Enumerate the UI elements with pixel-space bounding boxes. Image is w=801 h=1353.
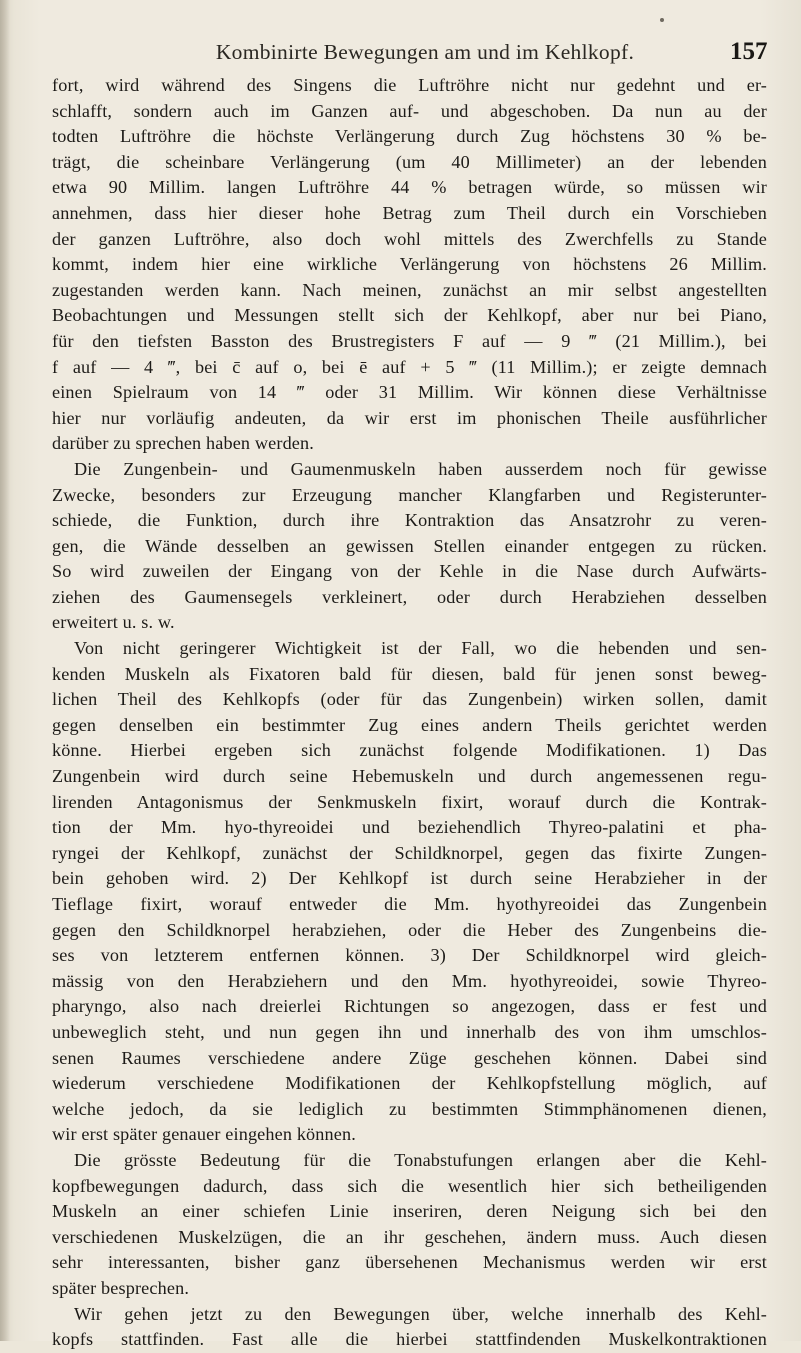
text-line: tion der Mm. hyo-thyreoidei und beziehendlich Thyreo-palatini et pha- bbox=[52, 817, 767, 838]
text-line: So wird zuweilen der Eingang von der Kehle in die Nase durch Aufwärts- bbox=[52, 561, 767, 582]
text-line: gen, die Wände desselben an gewissen Stellen einander entgegen zu rücken. bbox=[52, 535, 767, 556]
text-line: sehr interessanten, bisher ganz übersehenen Mechanismus werden wir erst bbox=[52, 1252, 767, 1273]
text-line: ziehen des Gaumensegels verkleinert, oder durch Herabziehen desselben bbox=[52, 586, 767, 607]
text-line: darüber zu sprechen haben werden. bbox=[52, 433, 314, 454]
text-line: wir erst später genauer eingehen können. bbox=[52, 1124, 356, 1145]
text-line: verschiedenen Muskelzügen, die an ihr geschehen, ändern muss. Auch diesen bbox=[52, 1226, 767, 1247]
text-line: Zwecke, besonders zur Erzeugung mancher Klangfarben und Registerunter- bbox=[52, 484, 767, 505]
text-line: schiede, die Funktion, durch ihre Kontraktion das Ansatzrohr zu veren- bbox=[52, 510, 767, 531]
text-line: kenden Muskeln als Fixatoren bald für diesen, bald für jenen sonst beweg- bbox=[52, 663, 767, 684]
body-text bbox=[52, 73, 767, 1353]
text-line: etwa 90 Millim. langen Luftröhre 44 % betragen würde, so müssen wir bbox=[52, 177, 767, 198]
text-line: welche jedoch, da sie lediglich zu bestimmten Stimmphänomenen dienen, bbox=[52, 1098, 767, 1119]
text-line: Wir gehen jetzt zu den Bewegungen über, welche innerhalb des Kehl- bbox=[74, 1303, 767, 1324]
text-line: kopfbewegungen dadurch, dass sich die wesentlich hier sich betheiligenden bbox=[52, 1175, 767, 1196]
paragraph-5 bbox=[52, 1302, 767, 1353]
text-line: trägt, die scheinbare Verlängerung (um 40 Millimeter) an der lebenden bbox=[52, 151, 767, 172]
text-line: lichen Theil des Kehlkopfs (oder für das Zungenbein) wirken sollen, damit bbox=[52, 689, 767, 710]
text-line: Von nicht geringerer Wichtigkeit ist der Fall, wo die hebenden und sen- bbox=[74, 638, 767, 659]
text-line: lirenden Antagonismus der Senkmuskeln fixirt, worauf durch die Kontrak- bbox=[52, 791, 767, 812]
text-line: kommt, indem hier eine wirkliche Verlängerung von höchstens 26 Millim. bbox=[52, 254, 767, 275]
text-line: pharyngo, also nach dreierlei Richtungen so angezogen, dass er fest und bbox=[52, 996, 767, 1017]
paragraph-2 bbox=[52, 457, 767, 636]
text-line: erweitert u. s. w. bbox=[52, 612, 175, 633]
text-line: gegen den Schildknorpel herabziehen, oder die Heber des Zungenbeins die- bbox=[52, 919, 767, 940]
binding-shadow bbox=[0, 0, 10, 1341]
text-line: später besprechen. bbox=[52, 1277, 190, 1298]
text-line: für den tiefsten Basston des Brustregisters F auf — 9 ‴ (21 Millim.), bei bbox=[52, 330, 767, 351]
text-line: ryngei der Kehlkopf, zunächst der Schildknorpel, gegen das fixirte Zungen- bbox=[52, 842, 767, 863]
text-line: Die grösste Bedeutung für die Tonabstufungen erlangen aber die Kehl- bbox=[74, 1149, 767, 1170]
text-line: wiederum verschiedene Modifikationen der Kehlkopfstellung möglich, auf bbox=[52, 1073, 767, 1094]
text-line: Tieflage fixirt, worauf entweder die Mm. hyothyreoidei das Zungenbein bbox=[52, 894, 767, 914]
ink-speck bbox=[660, 18, 664, 22]
text-line: schlafft, sondern auch im Ganzen auf- und abgeschoben. Da nun au der bbox=[52, 100, 767, 121]
text-line: einen Spielraum von 14 ‴ oder 31 Millim. Wir können diese Verhältnisse bbox=[52, 382, 767, 403]
text-line: fort, wird während des Singens die Luftröhre nicht nur gedehnt und er- bbox=[52, 75, 767, 95]
text-line: Zungenbein wird durch seine Hebemuskeln und durch angemessenen regu- bbox=[52, 766, 767, 787]
text-line: mässig von den Herabziehern und den Mm. hyothyreoidei, sowie Thyreo- bbox=[52, 970, 767, 991]
page-header bbox=[0, 38, 801, 68]
paragraph-3 bbox=[52, 636, 767, 1148]
text-line: f auf — 4 ‴, bei c̄ auf o, bei ē auf + 5 ‴ (11 Millim.); er zeigte demnach bbox=[52, 356, 767, 377]
text-line: ses von letzterem entfernen können. 3) Der Schildknorpel wird gleich- bbox=[52, 945, 767, 966]
text-line: todten Luftröhre die höchste Verlängerung durch Zug höchstens 30 % be- bbox=[52, 126, 767, 147]
text-line: Die Zungenbein- und Gaumenmuskeln haben ausserdem noch für gewisse bbox=[74, 458, 767, 479]
running-title: Kombinirte Bewegungen am und im Kehlkopf. bbox=[215, 40, 635, 64]
text-line: hier nur vorläufig andeuten, da wir erst im phonischen Theile ausführlicher bbox=[52, 407, 767, 428]
text-line: der ganzen Luftröhre, also doch wohl mittels des Zwerchfells zu Stande bbox=[52, 228, 767, 249]
text-line: könne. Hierbei ergeben sich zunächst folgende Modifikationen. 1) Das bbox=[52, 740, 767, 761]
text-line: annehmen, dass hier dieser hohe Betrag zum Theil durch ein Vorschieben bbox=[52, 202, 767, 223]
text-line: Beobachtungen und Messungen stellt sich der Kehlkopf, aber nur bei Piano, bbox=[52, 305, 767, 326]
text-line: zugestanden werden kann. Nach meinen, zunächst an mir selbst angestellten bbox=[52, 279, 767, 300]
text-line: senen Raumes verschiedene andere Züge geschehen können. Dabei sind bbox=[52, 1047, 767, 1068]
paragraph-1 bbox=[52, 73, 767, 457]
text-line: Muskeln an einer schiefen Linie inseriren, deren Neigung sich bei den bbox=[52, 1201, 767, 1222]
paragraph-4 bbox=[52, 1148, 767, 1302]
text-line: kopfs stattfinden. Fast alle die hierbei stattfindenden Muskelkontraktionen bbox=[52, 1329, 767, 1350]
page-number: 157 bbox=[730, 38, 768, 65]
text-line: unbeweglich steht, und nun gegen ihn und innerhalb des von ihm umschlos- bbox=[52, 1021, 767, 1042]
text-line: gegen denselben ein bestimmter Zug eines andern Theils gerichtet werden bbox=[52, 714, 767, 735]
text-line: bein gehoben wird. 2) Der Kehlkopf ist durch seine Herabzieher in der bbox=[52, 868, 767, 889]
